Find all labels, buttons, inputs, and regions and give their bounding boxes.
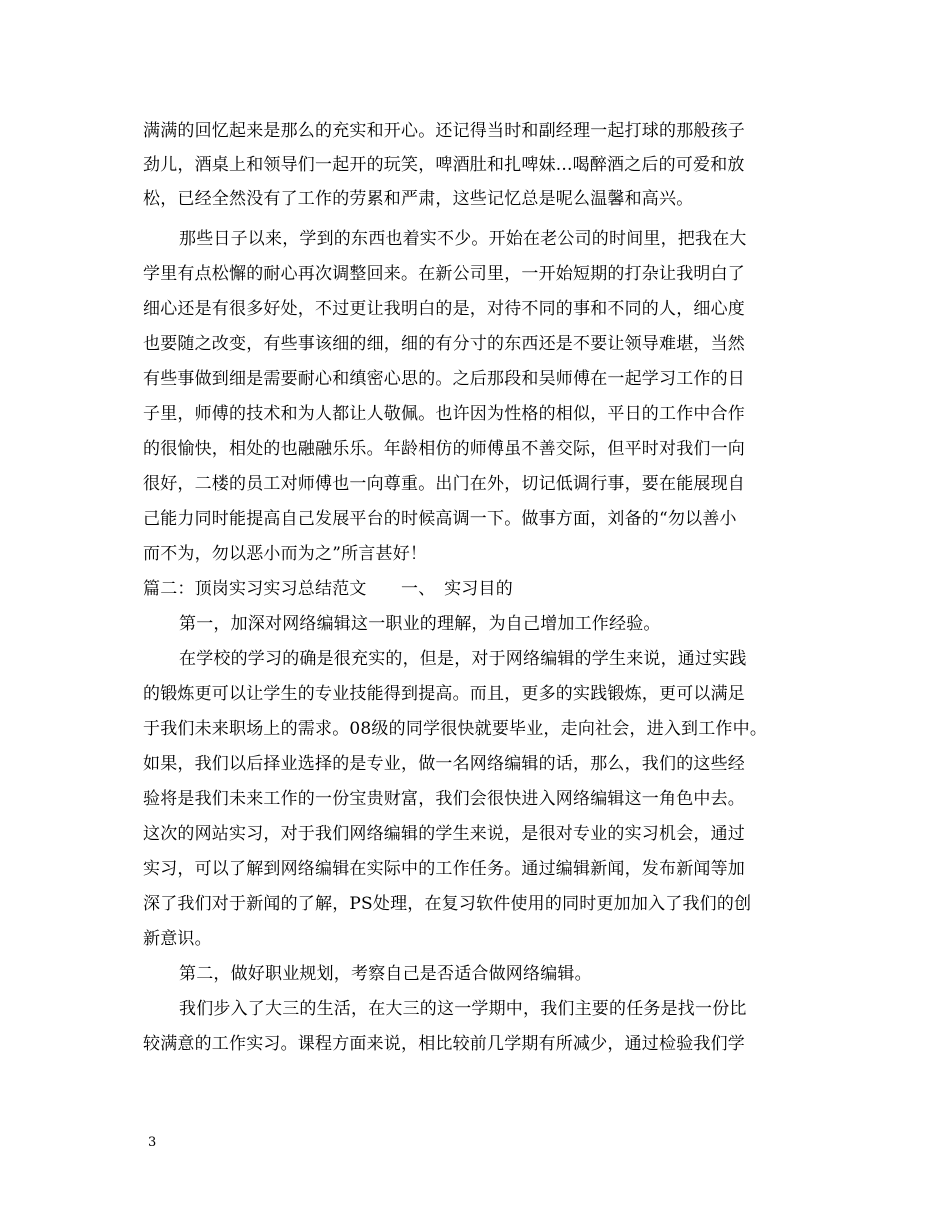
text-line: 于我们未来职场上的需求。08级的同学很快就要毕业，走向社会，进入到工作中。 xyxy=(143,719,768,739)
section-heading: 篇二：顶岗实习实习总结范文 一、 实习目的 xyxy=(143,579,513,599)
text-line: 验将是我们未来工作的一份宝贵财富，我们会很快进入网络编辑这一角色中去。 xyxy=(143,789,745,809)
text-line: 劲儿，酒桌上和领导们一起开的玩笑，啤酒肚和扎啤妹...喝醉酒之后的可爱和放 xyxy=(143,155,745,175)
text-line: 在学校的学习的确是很充实的，但是，对于网络编辑的学生来说，通过实践 xyxy=(179,649,747,669)
text-line: 的锻炼更可以让学生的专业技能得到提高。而且，更多的实践锻炼，更可以满足 xyxy=(143,684,745,704)
text-line: 有些事做到细是需要耐心和缜密心思的。之后那段和吴师傅在一起学习工作的日 xyxy=(143,369,745,389)
text-line: 松，已经全然没有了工作的劳累和严肃，这些记忆总是呢么温馨和高兴。 xyxy=(143,189,694,209)
text-line: 也要随之改变，有些事该细的细，细的有分寸的东西还是不要让领导难堪，当然 xyxy=(143,334,745,354)
text-line: 如果，我们以后择业选择的是专业，做一名网络编辑的话，那么，我们的这些经 xyxy=(143,754,745,774)
text-line: 满满的回忆起来是那么的充实和开心。还记得当时和副经理一起打球的那般孩子 xyxy=(143,121,745,141)
text-line: 细心还是有很多好处，不过更让我明白的是，对待不同的事和不同的人，细心度 xyxy=(143,299,745,319)
text-line: 这次的网站实习，对于我们网络编辑的学生来说，是很对专业的实习机会，通过 xyxy=(143,824,745,844)
text-line: 第二，做好职业规划，考察自己是否适合做网络编辑。 xyxy=(179,964,592,984)
text-line: 而不为，勿以恶小而为之”所言甚好！ xyxy=(143,544,428,564)
text-line: 学里有点松懈的耐心再次调整回来。在新公司里，一开始短期的打杂让我明白了 xyxy=(143,264,745,284)
page-number: 3 xyxy=(148,1135,157,1150)
text-line: 深了我们对于新闻的了解，PS处理，在复习软件使用的同时更加加入了我们的创 xyxy=(143,894,752,914)
text-line: 较满意的工作实习。课程方面来说，相比较前几学期有所减少，通过检验我们学 xyxy=(143,1034,745,1054)
text-line: 子里，师傅的技术和为人都让人敬佩。也许因为性格的相似，平日的工作中合作 xyxy=(143,404,745,424)
text-line: 第一，加深对网络编辑这一职业的理解，为自己增加工作经验。 xyxy=(179,614,661,634)
text-line: 我们步入了大三的生活，在大三的这一学期中，我们主要的任务是找一份比 xyxy=(179,999,747,1019)
text-line: 那些日子以来，学到的东西也着实不少。开始在老公司的时间里，把我在大 xyxy=(179,229,747,249)
text-line: 很好，二楼的员工对师傅也一向尊重。出门在外，切记低调行事，要在能展现自 xyxy=(143,474,745,494)
text-line: 新意识。 xyxy=(143,929,212,949)
text-line: 的很愉快，相处的也融融乐乐。年龄相仿的师傅虽不善交际，但平时对我们一向 xyxy=(143,439,745,459)
text-line: 实习，可以了解到网络编辑在实际中的工作任务。通过编辑新闻，发布新闻等加 xyxy=(143,859,745,879)
text-line: 己能力同时能提高自己发展平台的时候高调一下。做事方面，刘备的“勿以善小 xyxy=(143,509,737,529)
